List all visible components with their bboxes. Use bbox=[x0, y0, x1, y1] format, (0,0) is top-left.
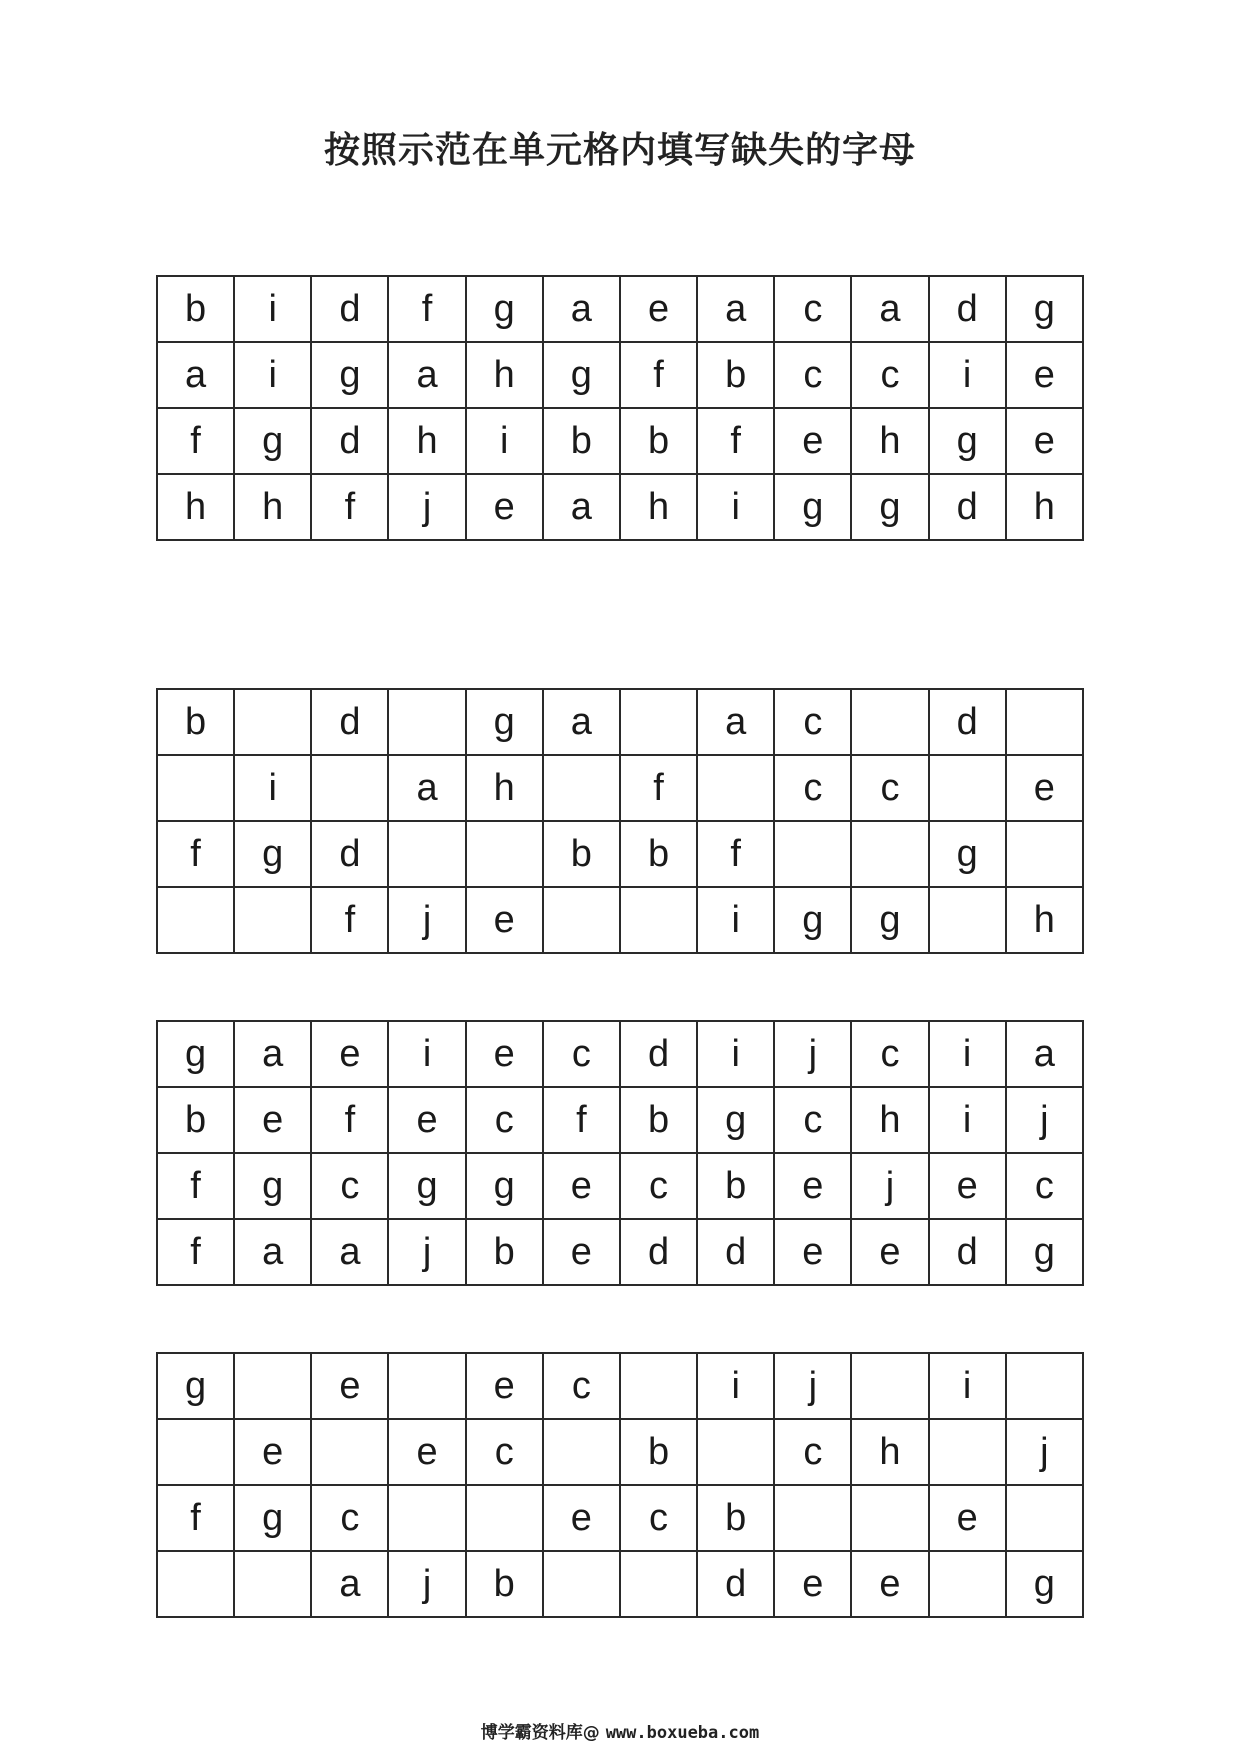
letter-cell: e bbox=[543, 1219, 620, 1285]
letter-cell: j bbox=[774, 1353, 851, 1419]
letter-cell: c bbox=[851, 755, 928, 821]
blank-cell[interactable] bbox=[157, 887, 234, 953]
letter-cell: e bbox=[851, 1219, 928, 1285]
letter-cell: c bbox=[774, 1419, 851, 1485]
letter-cell: j bbox=[1006, 1087, 1083, 1153]
letter-cell: b bbox=[157, 689, 234, 755]
letter-cell: b bbox=[697, 1153, 774, 1219]
blank-cell[interactable] bbox=[466, 1485, 543, 1551]
letter-cell: f bbox=[157, 1153, 234, 1219]
letter-cell: c bbox=[774, 689, 851, 755]
letter-cell: d bbox=[929, 474, 1006, 540]
grid-row bbox=[157, 1219, 1083, 1285]
blank-cell[interactable] bbox=[620, 1551, 697, 1617]
letter-cell: f bbox=[697, 408, 774, 474]
letter-cell: h bbox=[851, 408, 928, 474]
blank-cell[interactable] bbox=[157, 1419, 234, 1485]
letter-cell: c bbox=[1006, 1153, 1083, 1219]
letter-cell: a bbox=[851, 276, 928, 342]
letter-cell: g bbox=[851, 474, 928, 540]
letter-cell: b bbox=[697, 1485, 774, 1551]
blank-cell[interactable] bbox=[311, 1419, 388, 1485]
letter-cell: g bbox=[234, 1153, 311, 1219]
blank-cell[interactable] bbox=[157, 1551, 234, 1617]
letter-cell: a bbox=[388, 342, 465, 408]
letter-cell: e bbox=[774, 1153, 851, 1219]
letter-cell: c bbox=[774, 342, 851, 408]
letter-cell: e bbox=[466, 887, 543, 953]
letter-cell: c bbox=[851, 342, 928, 408]
letter-cell: h bbox=[234, 474, 311, 540]
letter-cell: i bbox=[929, 342, 1006, 408]
letter-cell: g bbox=[234, 821, 311, 887]
blank-cell[interactable] bbox=[388, 689, 465, 755]
page-title: 按照示范在单元格内填写缺失的字母 bbox=[323, 130, 916, 171]
blank-cell[interactable] bbox=[388, 821, 465, 887]
letter-cell: d bbox=[929, 689, 1006, 755]
blank-cell[interactable] bbox=[388, 1353, 465, 1419]
letter-cell: a bbox=[543, 276, 620, 342]
letter-cell: a bbox=[1006, 1021, 1083, 1087]
letter-cell: a bbox=[697, 689, 774, 755]
letter-cell: g bbox=[543, 342, 620, 408]
letter-cell: d bbox=[929, 276, 1006, 342]
letter-cell: a bbox=[388, 755, 465, 821]
letter-cell: j bbox=[388, 887, 465, 953]
letter-cell: d bbox=[697, 1219, 774, 1285]
blank-cell[interactable] bbox=[851, 1485, 928, 1551]
practice-grid-1 bbox=[156, 688, 1084, 954]
blank-cell[interactable] bbox=[311, 755, 388, 821]
letter-cell: a bbox=[311, 1551, 388, 1617]
blank-cell[interactable] bbox=[929, 887, 1006, 953]
letter-cell: d bbox=[620, 1219, 697, 1285]
letter-cell: c bbox=[851, 1021, 928, 1087]
letter-cell: g bbox=[851, 887, 928, 953]
letter-cell: i bbox=[697, 1021, 774, 1087]
letter-cell: h bbox=[157, 474, 234, 540]
letter-cell: d bbox=[311, 689, 388, 755]
grid-row bbox=[157, 1087, 1083, 1153]
letter-cell: e bbox=[543, 1153, 620, 1219]
letter-cell: e bbox=[388, 1419, 465, 1485]
letter-cell: f bbox=[620, 342, 697, 408]
letter-cell: a bbox=[697, 276, 774, 342]
letter-cell: f bbox=[620, 755, 697, 821]
letter-cell: c bbox=[620, 1485, 697, 1551]
letter-cell: a bbox=[543, 474, 620, 540]
grid-row bbox=[157, 689, 1083, 755]
letter-cell: h bbox=[466, 755, 543, 821]
letter-cell: g bbox=[466, 1153, 543, 1219]
blank-cell[interactable] bbox=[697, 1419, 774, 1485]
blank-cell[interactable] bbox=[543, 1551, 620, 1617]
letter-cell: b bbox=[620, 1087, 697, 1153]
letter-cell: d bbox=[620, 1021, 697, 1087]
letter-cell: i bbox=[234, 342, 311, 408]
letter-cell: i bbox=[929, 1353, 1006, 1419]
letter-cell: i bbox=[388, 1021, 465, 1087]
letter-cell: e bbox=[774, 1551, 851, 1617]
letter-cell: i bbox=[697, 887, 774, 953]
blank-cell[interactable] bbox=[1006, 821, 1083, 887]
letter-cell: g bbox=[929, 821, 1006, 887]
letter-cell: f bbox=[388, 276, 465, 342]
letter-cell: e bbox=[543, 1485, 620, 1551]
letter-cell: f bbox=[157, 821, 234, 887]
letter-cell: c bbox=[620, 1153, 697, 1219]
letter-cell: c bbox=[774, 276, 851, 342]
letter-cell: e bbox=[620, 276, 697, 342]
letter-cell: g bbox=[1006, 276, 1083, 342]
letter-cell: a bbox=[234, 1219, 311, 1285]
letter-cell: a bbox=[234, 1021, 311, 1087]
letter-cell: b bbox=[697, 342, 774, 408]
letter-cell: j bbox=[774, 1021, 851, 1087]
letter-cell: i bbox=[466, 408, 543, 474]
letter-cell: f bbox=[157, 1219, 234, 1285]
letter-cell: b bbox=[157, 1087, 234, 1153]
letter-cell: e bbox=[1006, 342, 1083, 408]
letter-cell: g bbox=[697, 1087, 774, 1153]
blank-cell[interactable] bbox=[851, 1353, 928, 1419]
letter-cell: d bbox=[311, 821, 388, 887]
blank-cell[interactable] bbox=[543, 887, 620, 953]
letter-cell: e bbox=[929, 1153, 1006, 1219]
letter-cell: i bbox=[929, 1087, 1006, 1153]
letter-cell: g bbox=[311, 342, 388, 408]
letter-cell: d bbox=[311, 408, 388, 474]
letter-cell: a bbox=[157, 342, 234, 408]
letter-cell: e bbox=[466, 1353, 543, 1419]
letter-cell: e bbox=[1006, 408, 1083, 474]
letter-cell: b bbox=[157, 276, 234, 342]
blank-cell[interactable] bbox=[466, 821, 543, 887]
letter-cell: h bbox=[388, 408, 465, 474]
grid-row bbox=[157, 887, 1083, 953]
letter-cell: c bbox=[774, 755, 851, 821]
letter-cell: h bbox=[851, 1087, 928, 1153]
letter-cell: g bbox=[774, 474, 851, 540]
letter-cell: e bbox=[311, 1021, 388, 1087]
letter-cell: e bbox=[466, 1021, 543, 1087]
grid-row bbox=[157, 755, 1083, 821]
letter-cell: h bbox=[851, 1419, 928, 1485]
letter-cell: g bbox=[234, 1485, 311, 1551]
letter-cell: g bbox=[466, 276, 543, 342]
grid-row bbox=[157, 1153, 1083, 1219]
letter-cell: e bbox=[774, 408, 851, 474]
letter-cell: i bbox=[697, 1353, 774, 1419]
letter-cell: e bbox=[311, 1353, 388, 1419]
letter-cell: b bbox=[466, 1219, 543, 1285]
letter-cell: c bbox=[543, 1021, 620, 1087]
blank-cell[interactable] bbox=[234, 1353, 311, 1419]
letter-cell: f bbox=[311, 1087, 388, 1153]
blank-cell[interactable] bbox=[929, 1551, 1006, 1617]
letter-cell: j bbox=[388, 474, 465, 540]
letter-cell: f bbox=[543, 1087, 620, 1153]
letter-cell: b bbox=[466, 1551, 543, 1617]
blank-cell[interactable] bbox=[388, 1485, 465, 1551]
letter-cell: h bbox=[620, 474, 697, 540]
blank-cell[interactable] bbox=[234, 887, 311, 953]
letter-cell: e bbox=[466, 474, 543, 540]
letter-cell: h bbox=[466, 342, 543, 408]
letter-cell: i bbox=[234, 276, 311, 342]
blank-cell[interactable] bbox=[1006, 1485, 1083, 1551]
blank-cell[interactable] bbox=[1006, 1353, 1083, 1419]
letter-cell: f bbox=[157, 1485, 234, 1551]
grid-row bbox=[157, 1419, 1083, 1485]
letter-cell: j bbox=[851, 1153, 928, 1219]
letter-cell: a bbox=[311, 1219, 388, 1285]
letter-cell: e bbox=[234, 1087, 311, 1153]
letter-cell: g bbox=[1006, 1219, 1083, 1285]
letter-cell: d bbox=[311, 276, 388, 342]
letter-cell: e bbox=[851, 1551, 928, 1617]
letter-cell: h bbox=[1006, 474, 1083, 540]
letter-cell: g bbox=[157, 1021, 234, 1087]
letter-cell: b bbox=[620, 821, 697, 887]
letter-cell: d bbox=[697, 1551, 774, 1617]
letter-cell: c bbox=[311, 1485, 388, 1551]
footer-url: www.boxueba.com bbox=[605, 1723, 760, 1743]
letter-cell: g bbox=[157, 1353, 234, 1419]
letter-cell: c bbox=[466, 1087, 543, 1153]
grid-row bbox=[157, 276, 1083, 342]
letter-cell: e bbox=[774, 1219, 851, 1285]
practice-grid-2 bbox=[156, 1352, 1084, 1618]
sample-grid-2 bbox=[156, 1020, 1084, 1286]
grid-row bbox=[157, 1353, 1083, 1419]
letter-cell: j bbox=[388, 1219, 465, 1285]
letter-cell: e bbox=[234, 1419, 311, 1485]
letter-cell: f bbox=[311, 887, 388, 953]
letter-cell: c bbox=[543, 1353, 620, 1419]
letter-cell: d bbox=[929, 1219, 1006, 1285]
letter-cell: a bbox=[543, 689, 620, 755]
letter-cell: j bbox=[1006, 1419, 1083, 1485]
footer-site-name: 博学霸资料库@ bbox=[480, 1723, 600, 1743]
letter-cell: i bbox=[234, 755, 311, 821]
blank-cell[interactable] bbox=[851, 689, 928, 755]
letter-cell: b bbox=[543, 821, 620, 887]
letter-cell: g bbox=[466, 689, 543, 755]
blank-cell[interactable] bbox=[697, 755, 774, 821]
letter-cell: g bbox=[929, 408, 1006, 474]
grid-row bbox=[157, 1485, 1083, 1551]
blank-cell[interactable] bbox=[234, 1551, 311, 1617]
letter-cell: e bbox=[388, 1087, 465, 1153]
letter-cell: e bbox=[929, 1485, 1006, 1551]
blank-cell[interactable] bbox=[774, 821, 851, 887]
letter-cell: g bbox=[1006, 1551, 1083, 1617]
letter-cell: f bbox=[697, 821, 774, 887]
blank-cell[interactable] bbox=[851, 821, 928, 887]
blank-cell[interactable] bbox=[620, 887, 697, 953]
letter-cell: i bbox=[697, 474, 774, 540]
letter-cell: b bbox=[620, 408, 697, 474]
letter-cell: g bbox=[234, 408, 311, 474]
blank-cell[interactable] bbox=[1006, 689, 1083, 755]
grid-row bbox=[157, 474, 1083, 540]
blank-cell[interactable] bbox=[543, 1419, 620, 1485]
blank-cell[interactable] bbox=[929, 755, 1006, 821]
grid-row bbox=[157, 821, 1083, 887]
footer-watermark bbox=[0, 1718, 1240, 1743]
letter-cell: g bbox=[388, 1153, 465, 1219]
blank-cell[interactable] bbox=[774, 1485, 851, 1551]
letter-cell: c bbox=[311, 1153, 388, 1219]
letter-cell: f bbox=[311, 474, 388, 540]
letter-cell: c bbox=[774, 1087, 851, 1153]
letter-cell: i bbox=[929, 1021, 1006, 1087]
letter-cell: j bbox=[388, 1551, 465, 1617]
blank-cell[interactable] bbox=[929, 1419, 1006, 1485]
blank-cell[interactable] bbox=[620, 689, 697, 755]
letter-cell: b bbox=[543, 408, 620, 474]
letter-cell: b bbox=[620, 1419, 697, 1485]
letter-cell: g bbox=[774, 887, 851, 953]
letter-cell: h bbox=[1006, 887, 1083, 953]
letter-cell: e bbox=[1006, 755, 1083, 821]
blank-cell[interactable] bbox=[620, 1353, 697, 1419]
blank-cell[interactable] bbox=[543, 755, 620, 821]
grid-row bbox=[157, 342, 1083, 408]
grid-row bbox=[157, 1551, 1083, 1617]
grid-row bbox=[157, 408, 1083, 474]
sample-grid-1 bbox=[156, 275, 1084, 541]
grid-row bbox=[157, 1021, 1083, 1087]
letter-cell: c bbox=[466, 1419, 543, 1485]
blank-cell[interactable] bbox=[157, 755, 234, 821]
blank-cell[interactable] bbox=[234, 689, 311, 755]
letter-cell: f bbox=[157, 408, 234, 474]
